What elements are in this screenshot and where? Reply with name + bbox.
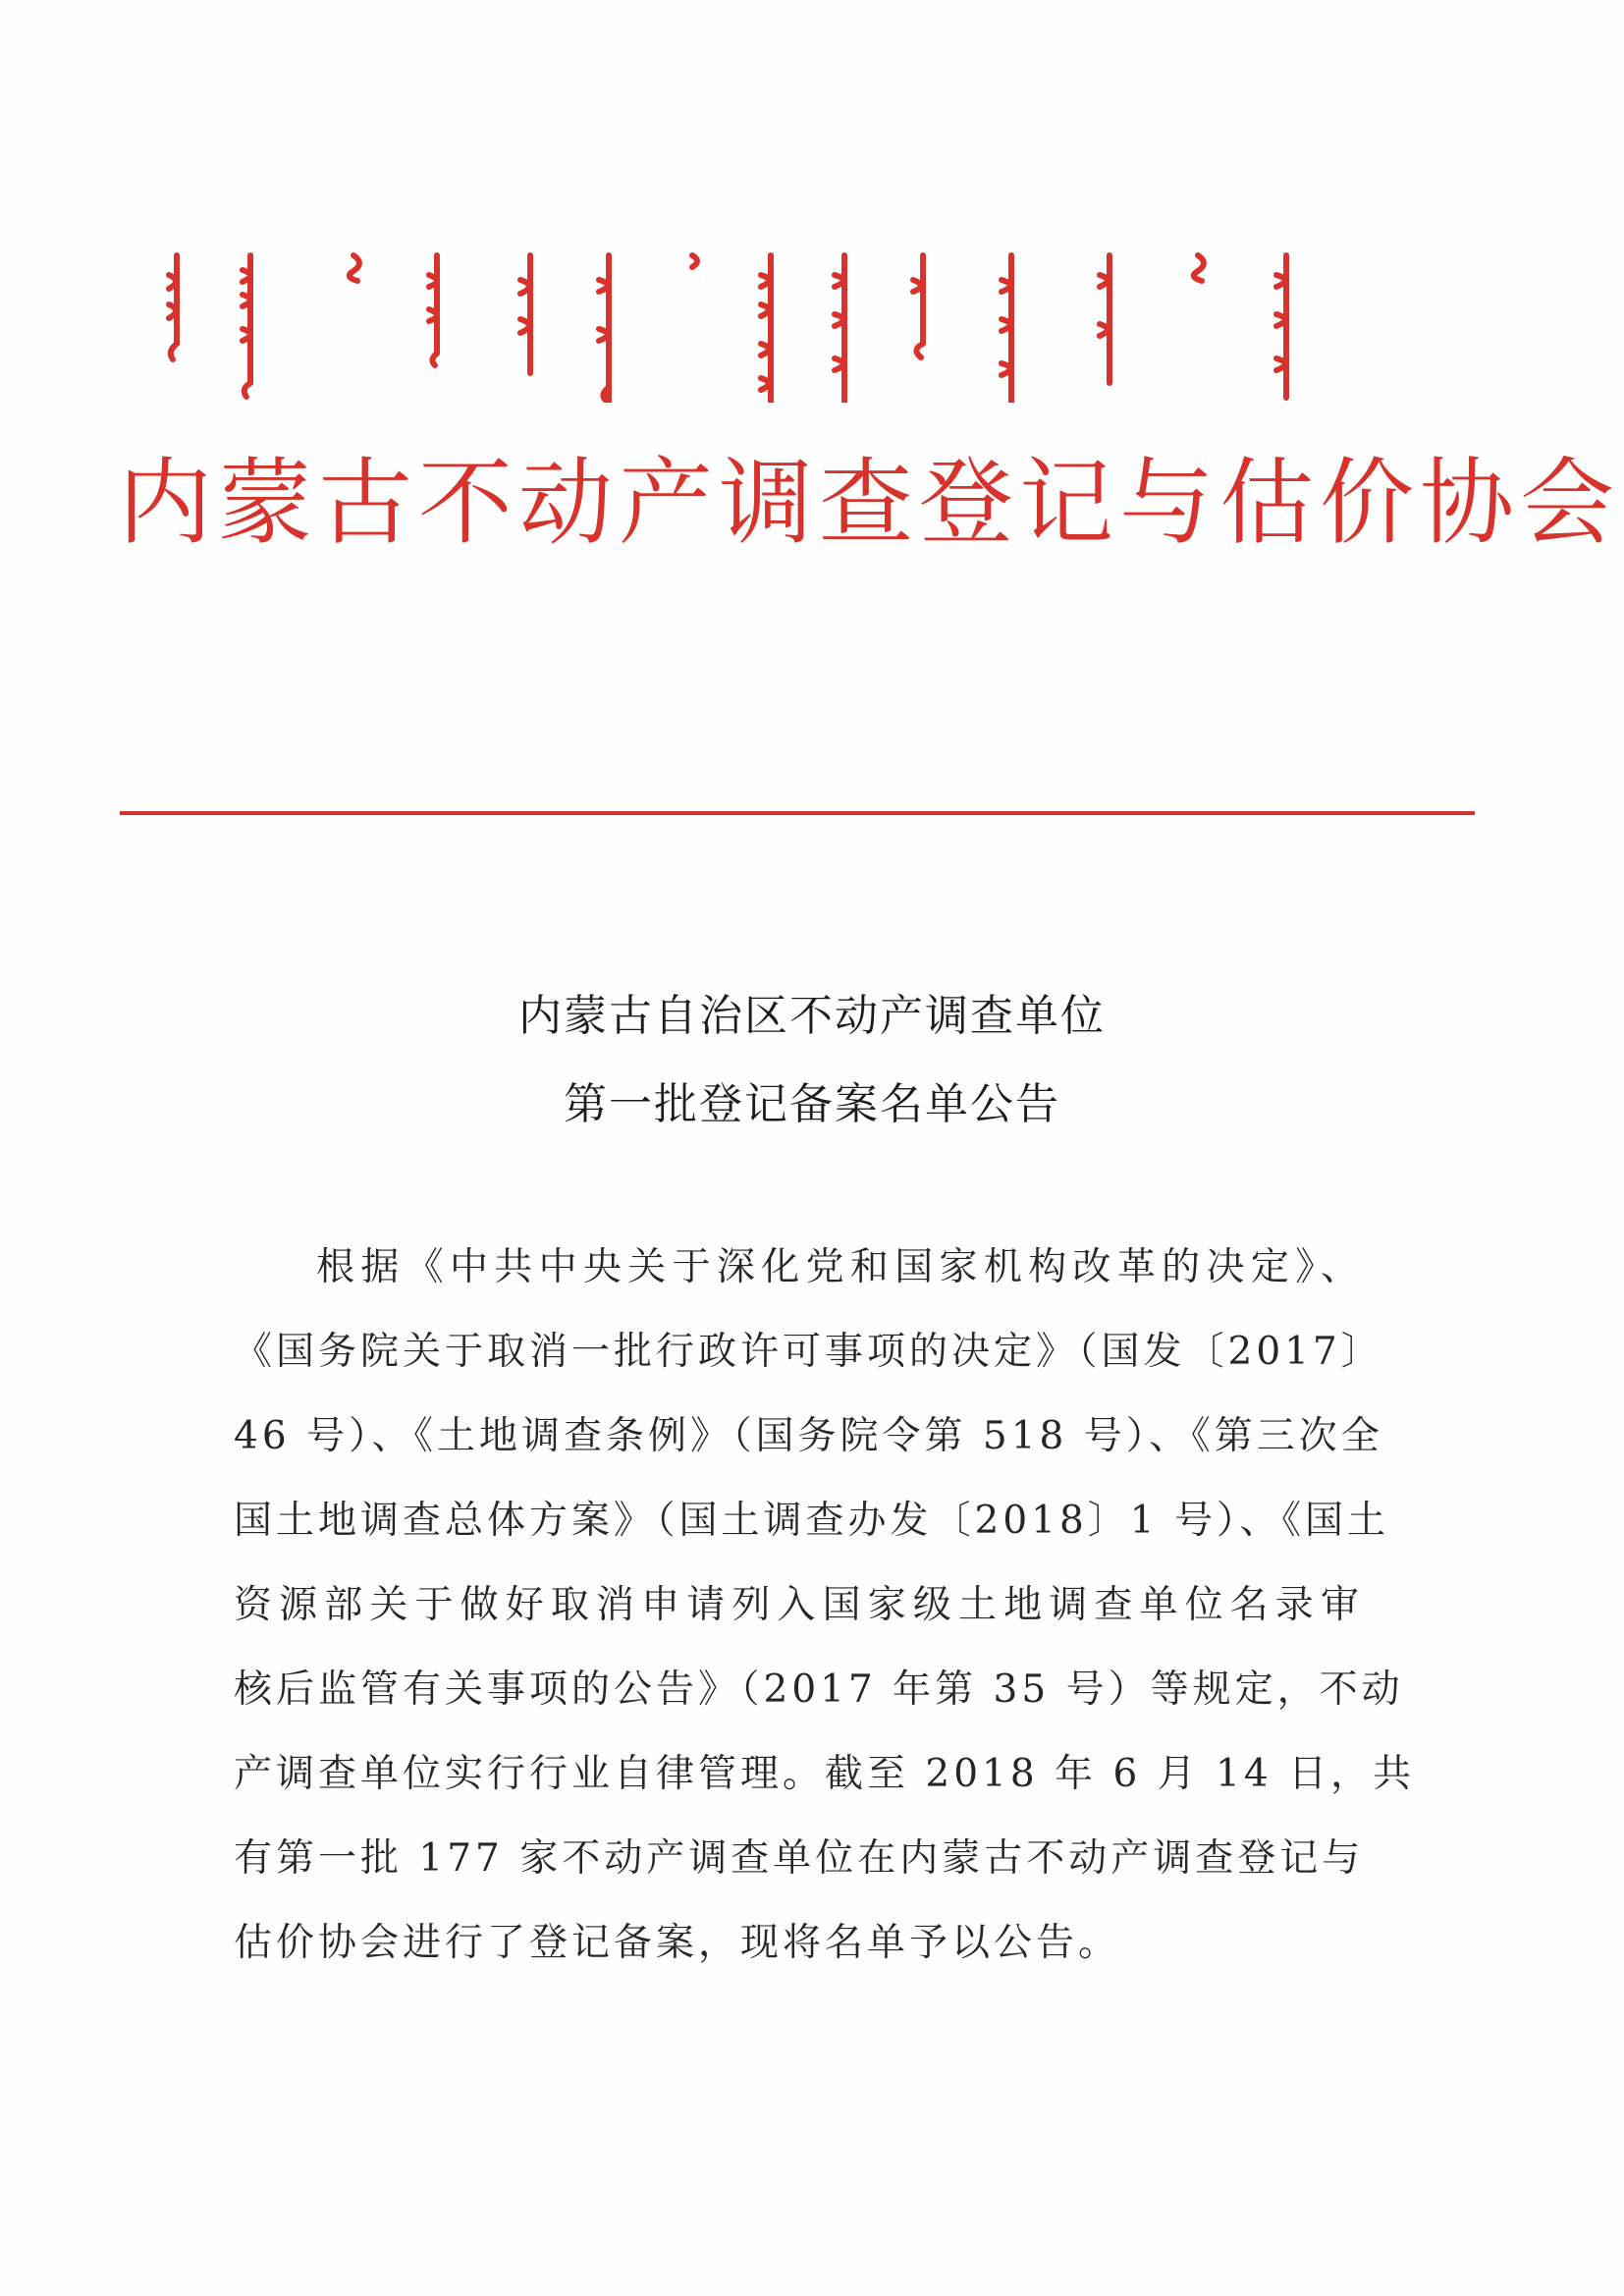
body-line: 估价协会进行了登记备案，现将名单予以公告。 bbox=[234, 1921, 1121, 1965]
body-line: 国土地调查总体方案》（国土调查办发〔2018〕1 号）、《国土 bbox=[234, 1499, 1389, 1543]
body-line: 资源部关于做好取消申请列入国家级土地调查单位名录审 bbox=[234, 1583, 1363, 1627]
title-line-1: 内蒙古自治区不动产调查单位 bbox=[518, 991, 1106, 1041]
body-line: 有第一批 177 家不动产调查单位在内蒙古不动产调查登记与 bbox=[234, 1836, 1365, 1881]
document-title bbox=[0, 972, 1624, 1149]
body-line: 46 号）、《土地调查条例》（国务院令第 518 号）、《第三次全 bbox=[234, 1414, 1383, 1458]
masthead-divider bbox=[120, 811, 1475, 815]
body-line: 《国务院关于取消一批行政许可事项的决定》（国发〔2017〕 bbox=[234, 1330, 1383, 1374]
organization-masthead: 内蒙古不动产调查登记与估价协会 bbox=[118, 448, 1620, 558]
body-line: 根据《中共中央关于深化党和国家机构改革的决定》、 bbox=[316, 1245, 1363, 1289]
title-line-2: 第一批登记备案名单公告 bbox=[564, 1079, 1060, 1129]
mongolian-script-icon bbox=[157, 236, 1453, 403]
body-line: 核后监管有关事项的公告》（2017 年第 35 号）等规定，不动 bbox=[234, 1667, 1404, 1712]
mongolian-script-header bbox=[157, 236, 1453, 403]
announcement-body bbox=[234, 1226, 1416, 1986]
body-line: 产调查单位实行行业自律管理。截至 2018 年 6 月 14 日，共 bbox=[234, 1752, 1416, 1796]
